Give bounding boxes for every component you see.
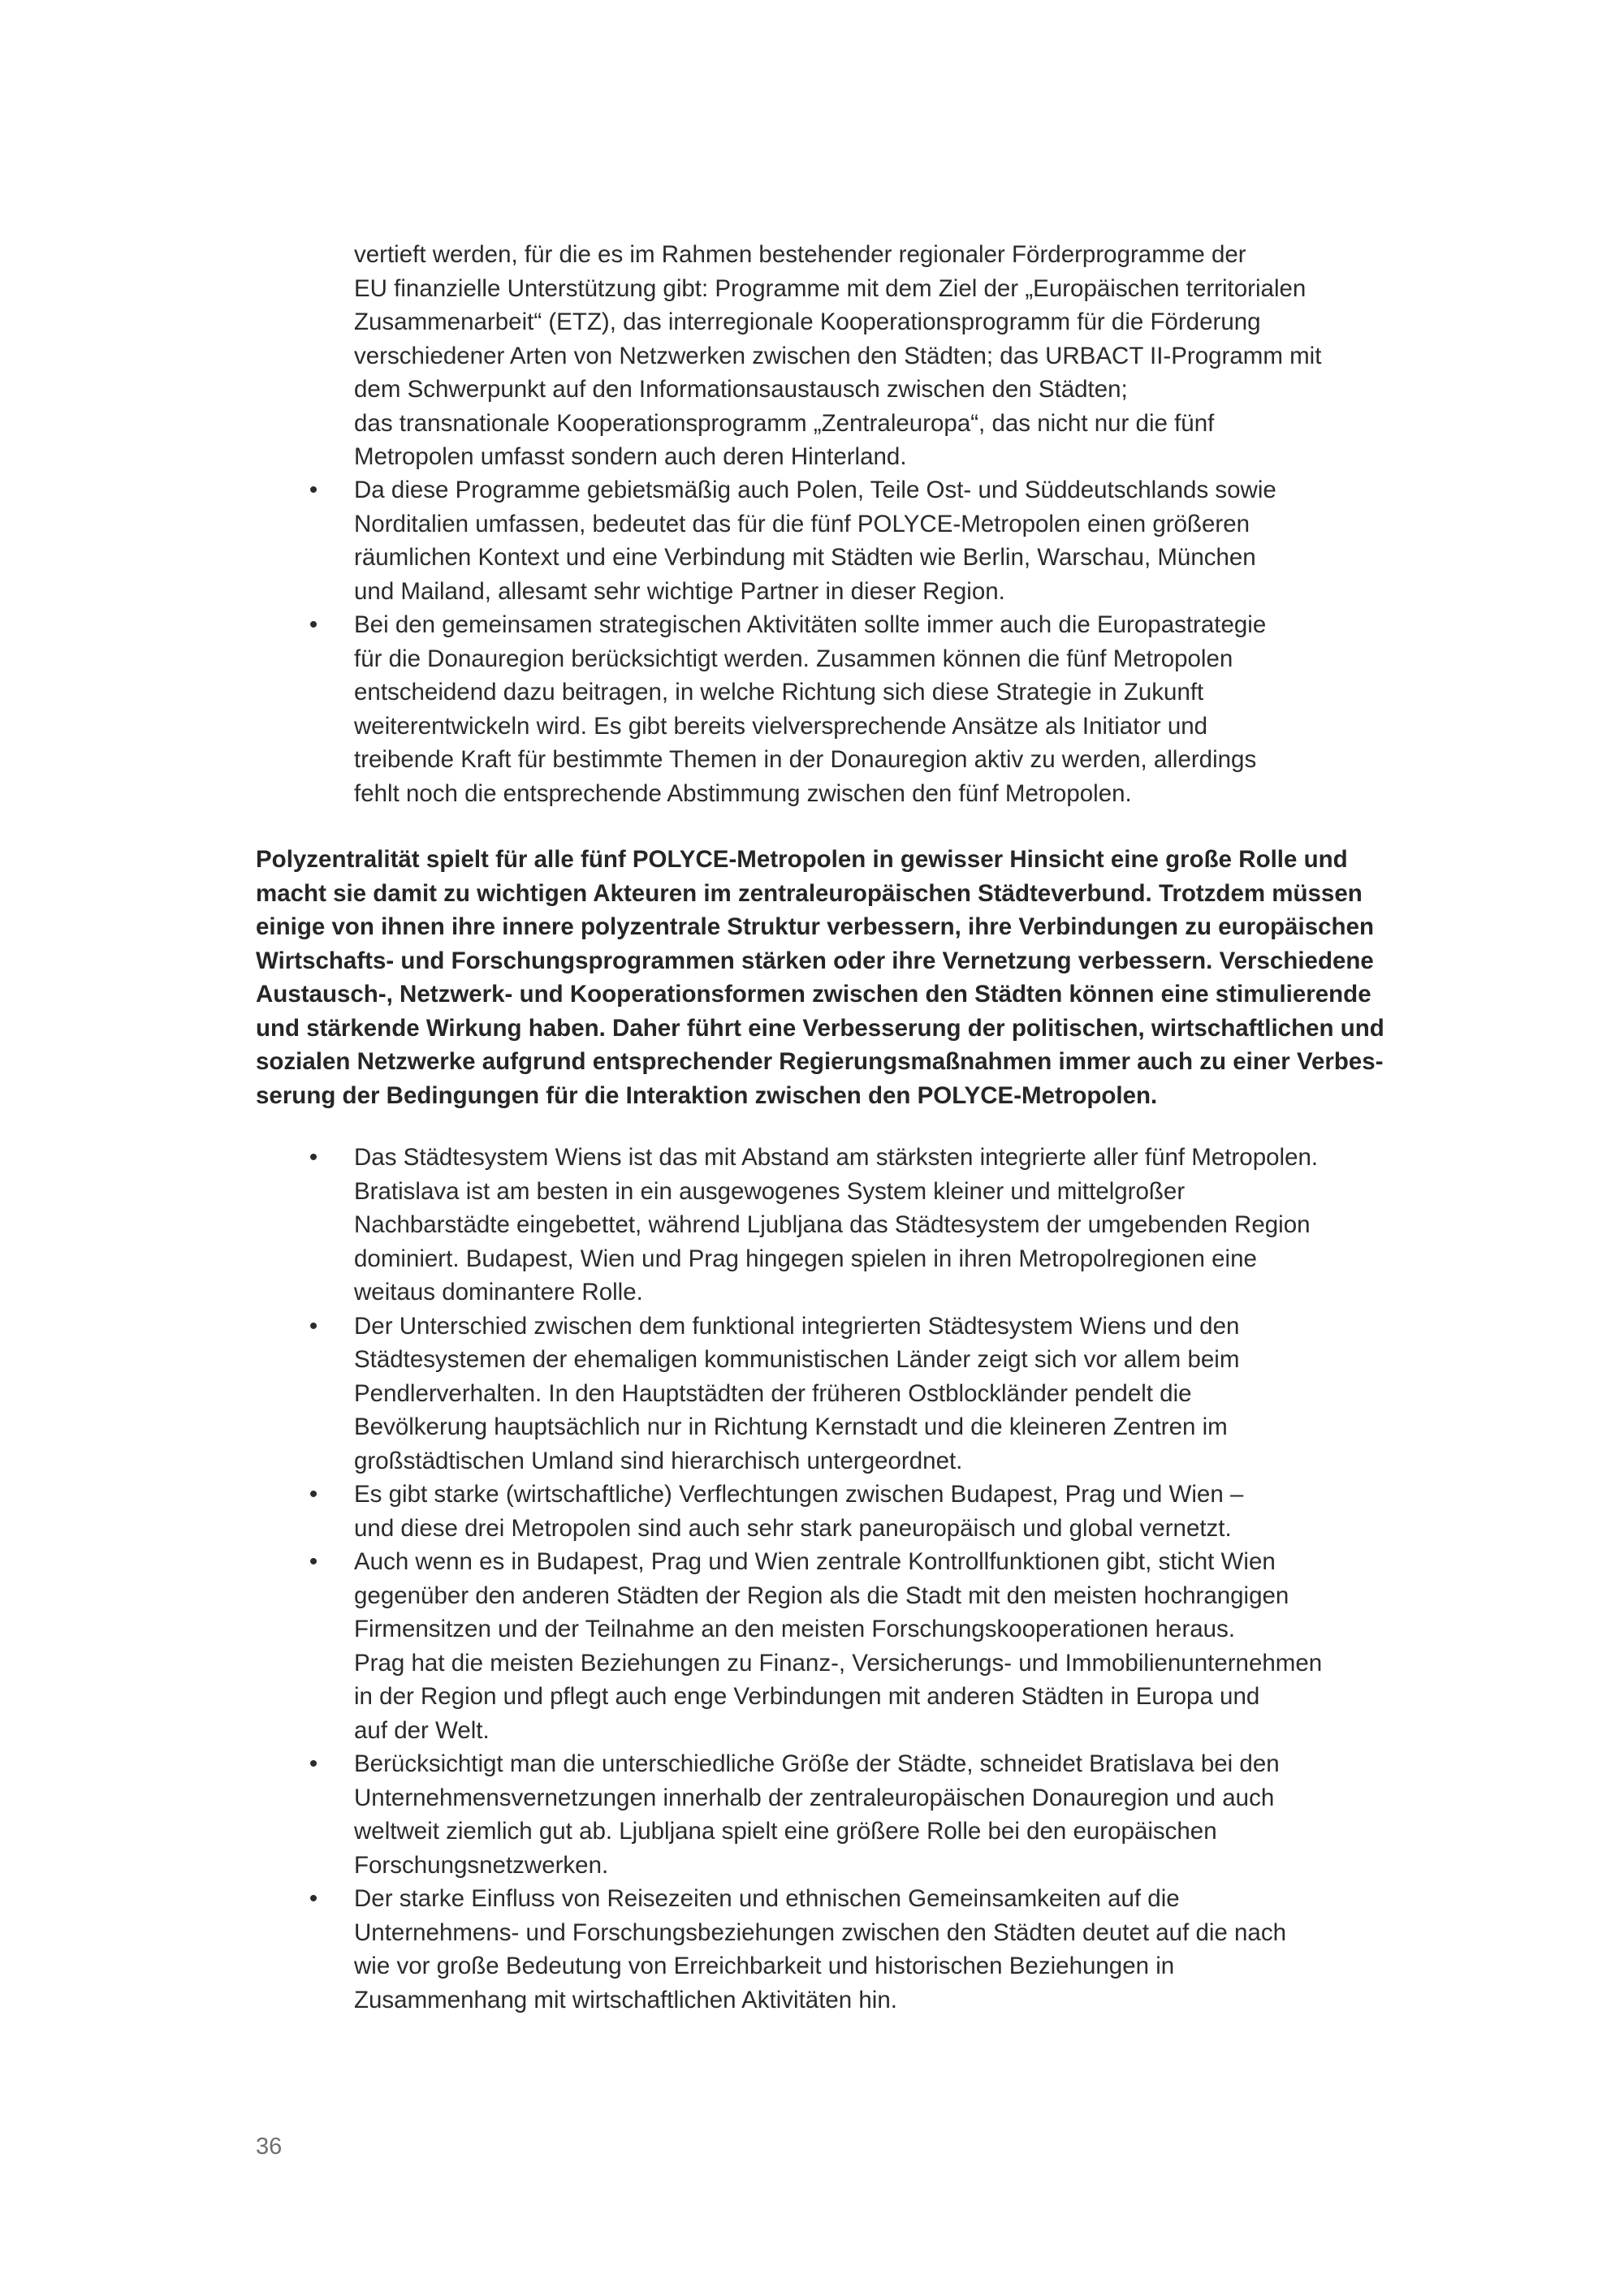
bullet-marker: • bbox=[309, 1885, 318, 1912]
bullet-marker: • bbox=[309, 477, 318, 503]
list-item bbox=[300, 1882, 1421, 2017]
list-item bbox=[300, 1478, 1421, 1545]
list-item bbox=[300, 473, 1421, 608]
list-item bbox=[300, 1545, 1421, 1747]
list-item-text: Das Städtesystem Wiens ist das mit Abstand am stärksten integrierte aller fünf Metropolen. Bratislava ist am besten in ein ausgewogenes System kleiner und mittelgroßer Nachbarstädte eingebettet, während Ljubljana das Städtesystem der umgebenden Region dominiert. Budapest, Wien und Prag hingegen spielen in ihren Metropolregionen eine weitaus dominantere Rolle. bbox=[354, 1144, 1319, 1306]
list-item bbox=[300, 1141, 1421, 1310]
list-item-text: Da diese Programme gebietsmäßig auch Polen, Teile Ost- und Süddeutschlands sowie Norditalien umfassen, bedeutet das für die fünf POLYCE-Metropolen einen größeren räumlichen Kontext und eine Verbindung mit Städten wie Berlin, Warschau, München und Mailand, allesamt sehr wichtige Partner in dieser Region. bbox=[354, 477, 1276, 605]
bullet-list-second bbox=[300, 1141, 1421, 2017]
list-item-text: Berücksichtigt man die unterschiedliche Größe der Städte, schneidet Bratislava bei den Unternehmensvernetzungen innerhalb der zentraleuropäischen Donauregion und auch weltweit ziemlich gut ab. Ljubljana spielt eine größere Rolle bei den europäischen Forschungsnetzwerken. bbox=[354, 1750, 1280, 1879]
bullet-marker: • bbox=[309, 1312, 318, 1340]
list-item-text: Bei den gemeinsamen strategischen Aktivitäten sollte immer auch die Europastrategie für die Donauregion berücksichtigt werden. Zusammen können die fünf Metropolen entscheidend dazu beitragen, in welche Richtung sich diese Strategie in Zukunft weiterentwickeln wird. Es gibt bereits vielversprechende Ansätze als Initiator und treibende Kraft für bestimmte Themen in der Donauregion aktiv zu werden, allerdings fehlt noch die entsprechende Abstimmung zwischen den fünf Metropolen. bbox=[354, 611, 1267, 807]
bullet-marker: • bbox=[309, 611, 318, 638]
summary-paragraph: Polyzentralität spielt für alle fünf POLYCE-Metropolen in gewisser Hinsicht eine große Rolle und macht sie damit zu wichtigen Akteuren im zentraleuropäischen Städteverbund. Trotzdem müssen einige von ihnen ihre innere polyzentrale Struktur verbessern, ihre Verbindungen zu europäischen Wirtschafts- und Forschungsprogrammen stärken oder ihre Vernetzung verbessern. Verschiedene Austausch-, Netzwerk- und Kooperationsformen zwischen den Städten können eine stimulierende und stärkende Wirkung haben. Daher führt eine Verbesserung der politischen, wirtschaftlichen und sozialen Netzwerke aufgrund entsprechender Regierungsmaßnahmen immer auch zu einer Verbes- serung der Bedingungen für die Interaktion zwischen den POLYCE-Metropolen. bbox=[256, 846, 1384, 1109]
continuation-paragraph: vertieft werden, für die es im Rahmen bestehender regionaler Förderprogramme der EU finanzielle Unterstützung gibt: Programme mit dem Ziel der „Europäischen territorialen Zusammenarbeit“ (ETZ), das interregionale Kooperationsprogramm für die Förderung verschiedener Arten von Netzwerken zwischen den Städten; das URBACT II-Programm mit dem Schwerpunkt auf den Informationsaustausch zwischen den Städten; das transnationale Kooperationsprogramm „Zentraleuropa“, das nicht nur die fünf Metropolen umfasst sondern auch deren Hinterland. bbox=[354, 241, 1322, 470]
list-item-text: Der starke Einfluss von Reisezeiten und ethnischen Gemeinsamkeiten auf die Unternehmens- und Forschungsbeziehungen zwischen den Städten deutet auf die nach wie vor große Bedeutung von Erreichbarkeit und historischen Beziehungen in Zusammenhang mit wirtschaftlichen Aktivitäten hin. bbox=[354, 1885, 1286, 2013]
list-item bbox=[300, 1310, 1421, 1478]
list-item-text: Es gibt starke (wirtschaftliche) Verflechtungen zwischen Budapest, Prag und Wien – und diese drei Metropolen sind auch sehr stark paneuropäisch und global vernetzt. bbox=[354, 1481, 1244, 1542]
bullet-marker: • bbox=[309, 1548, 318, 1575]
list-item bbox=[300, 608, 1421, 810]
page-number: 36 bbox=[256, 2134, 283, 2160]
bullet-marker: • bbox=[309, 1481, 318, 1508]
list-item-text: Auch wenn es in Budapest, Prag und Wien zentrale Kontrollfunktionen gibt, sticht Wien gegenüber den anderen Städten der Region als die Stadt mit den meisten hochrangigen Firmensitzen und der Teilnahme an den meisten Forschungskooperationen heraus. Prag hat die meisten Beziehungen zu Finanz-, Versicherungs- und Immobilienunternehmen in der Region und pflegt auch enge Verbindungen mit anderen Städten in Europa und auf der Welt. bbox=[354, 1548, 1323, 1744]
list-item-text: Der Unterschied zwischen dem funktional integrierten Städtesystem Wiens und den Städtesystemen der ehemaligen kommunistischen Länder zeigt sich vor allem beim Pendlerverhalten. In den Hauptstädten der früheren Ostblockländer pendelt die Bevölkerung hauptsächlich nur in Richtung Kernstadt und die kleineren Zentren im großstädtischen Umland sind hierarchisch untergeordnet. bbox=[354, 1312, 1240, 1474]
bullet-list-first bbox=[300, 473, 1421, 810]
bullet-marker: • bbox=[309, 1750, 318, 1777]
list-item bbox=[300, 1747, 1421, 1882]
bullet-marker: • bbox=[309, 1144, 318, 1171]
